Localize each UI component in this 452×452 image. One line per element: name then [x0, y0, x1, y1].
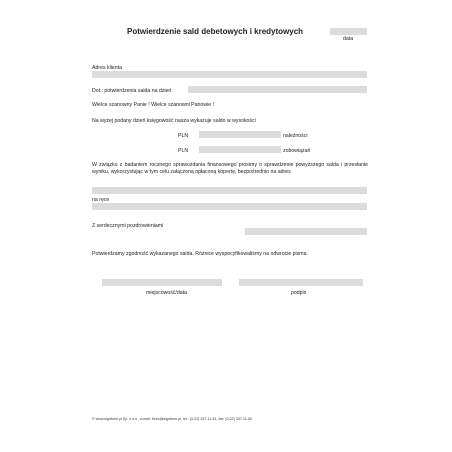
regards-text: Z serdecznymi pozdrowieniami — [92, 223, 164, 229]
date-label: data — [343, 36, 354, 42]
liabilities-currency: PLN — [178, 148, 189, 154]
confirmation-text: Potwierdzamy zgodność wykazanego salda. Różnice wyspecyfikowaliśmy na odwrocie pisma. — [92, 251, 308, 257]
signature-label: podpis — [291, 290, 307, 296]
greeting-text: Wielce szanowny Panie ! Wielce szanowni Panowie ! — [92, 102, 214, 108]
footer-copyright: © www.signform.pl Sp. z o.o., e-mail: biuro@signform.pl, tel.: (0-22) 337-11-51, fax: (0-22) 337-11-52 — [92, 417, 252, 421]
request-paragraph: W związku z badaniem rocznego sprawozdania finansowego prosimy o sprawdzenie powyższego salda i przesłanie wyniku, wykorzystując w tym celu załączoną opłaconą kopertę, bezpośrednio na adres — [92, 162, 368, 175]
liabilities-amount-field[interactable] — [199, 146, 281, 153]
client-address-label: Adres klienta — [92, 65, 122, 71]
balance-date-label: Dot.: potwierdzenia salda na dzień — [92, 88, 172, 94]
form-title: Potwierdzenie sald debetowych i kredytowych — [127, 27, 304, 36]
place-date-field[interactable] — [102, 279, 222, 286]
date-field[interactable] — [330, 28, 367, 35]
liabilities-label: zobowiązań — [283, 148, 311, 154]
balance-date-field[interactable] — [188, 86, 367, 93]
receivables-label: należności — [283, 133, 308, 139]
receivables-amount-field[interactable] — [199, 131, 281, 138]
sender-signature-field[interactable] — [245, 228, 367, 235]
place-date-label: miejscowość/data — [146, 290, 187, 296]
to-hands-field[interactable] — [92, 203, 367, 210]
intro-text: Na wyżej podany dzień księgowość nasza wykazuje saldo w wysokości — [92, 118, 256, 124]
signature-field[interactable] — [239, 279, 363, 286]
to-hands-label: na ręce — [92, 197, 110, 203]
return-address-field[interactable] — [92, 187, 367, 194]
client-address-field[interactable] — [92, 71, 367, 78]
receivables-currency: PLN — [178, 133, 189, 139]
